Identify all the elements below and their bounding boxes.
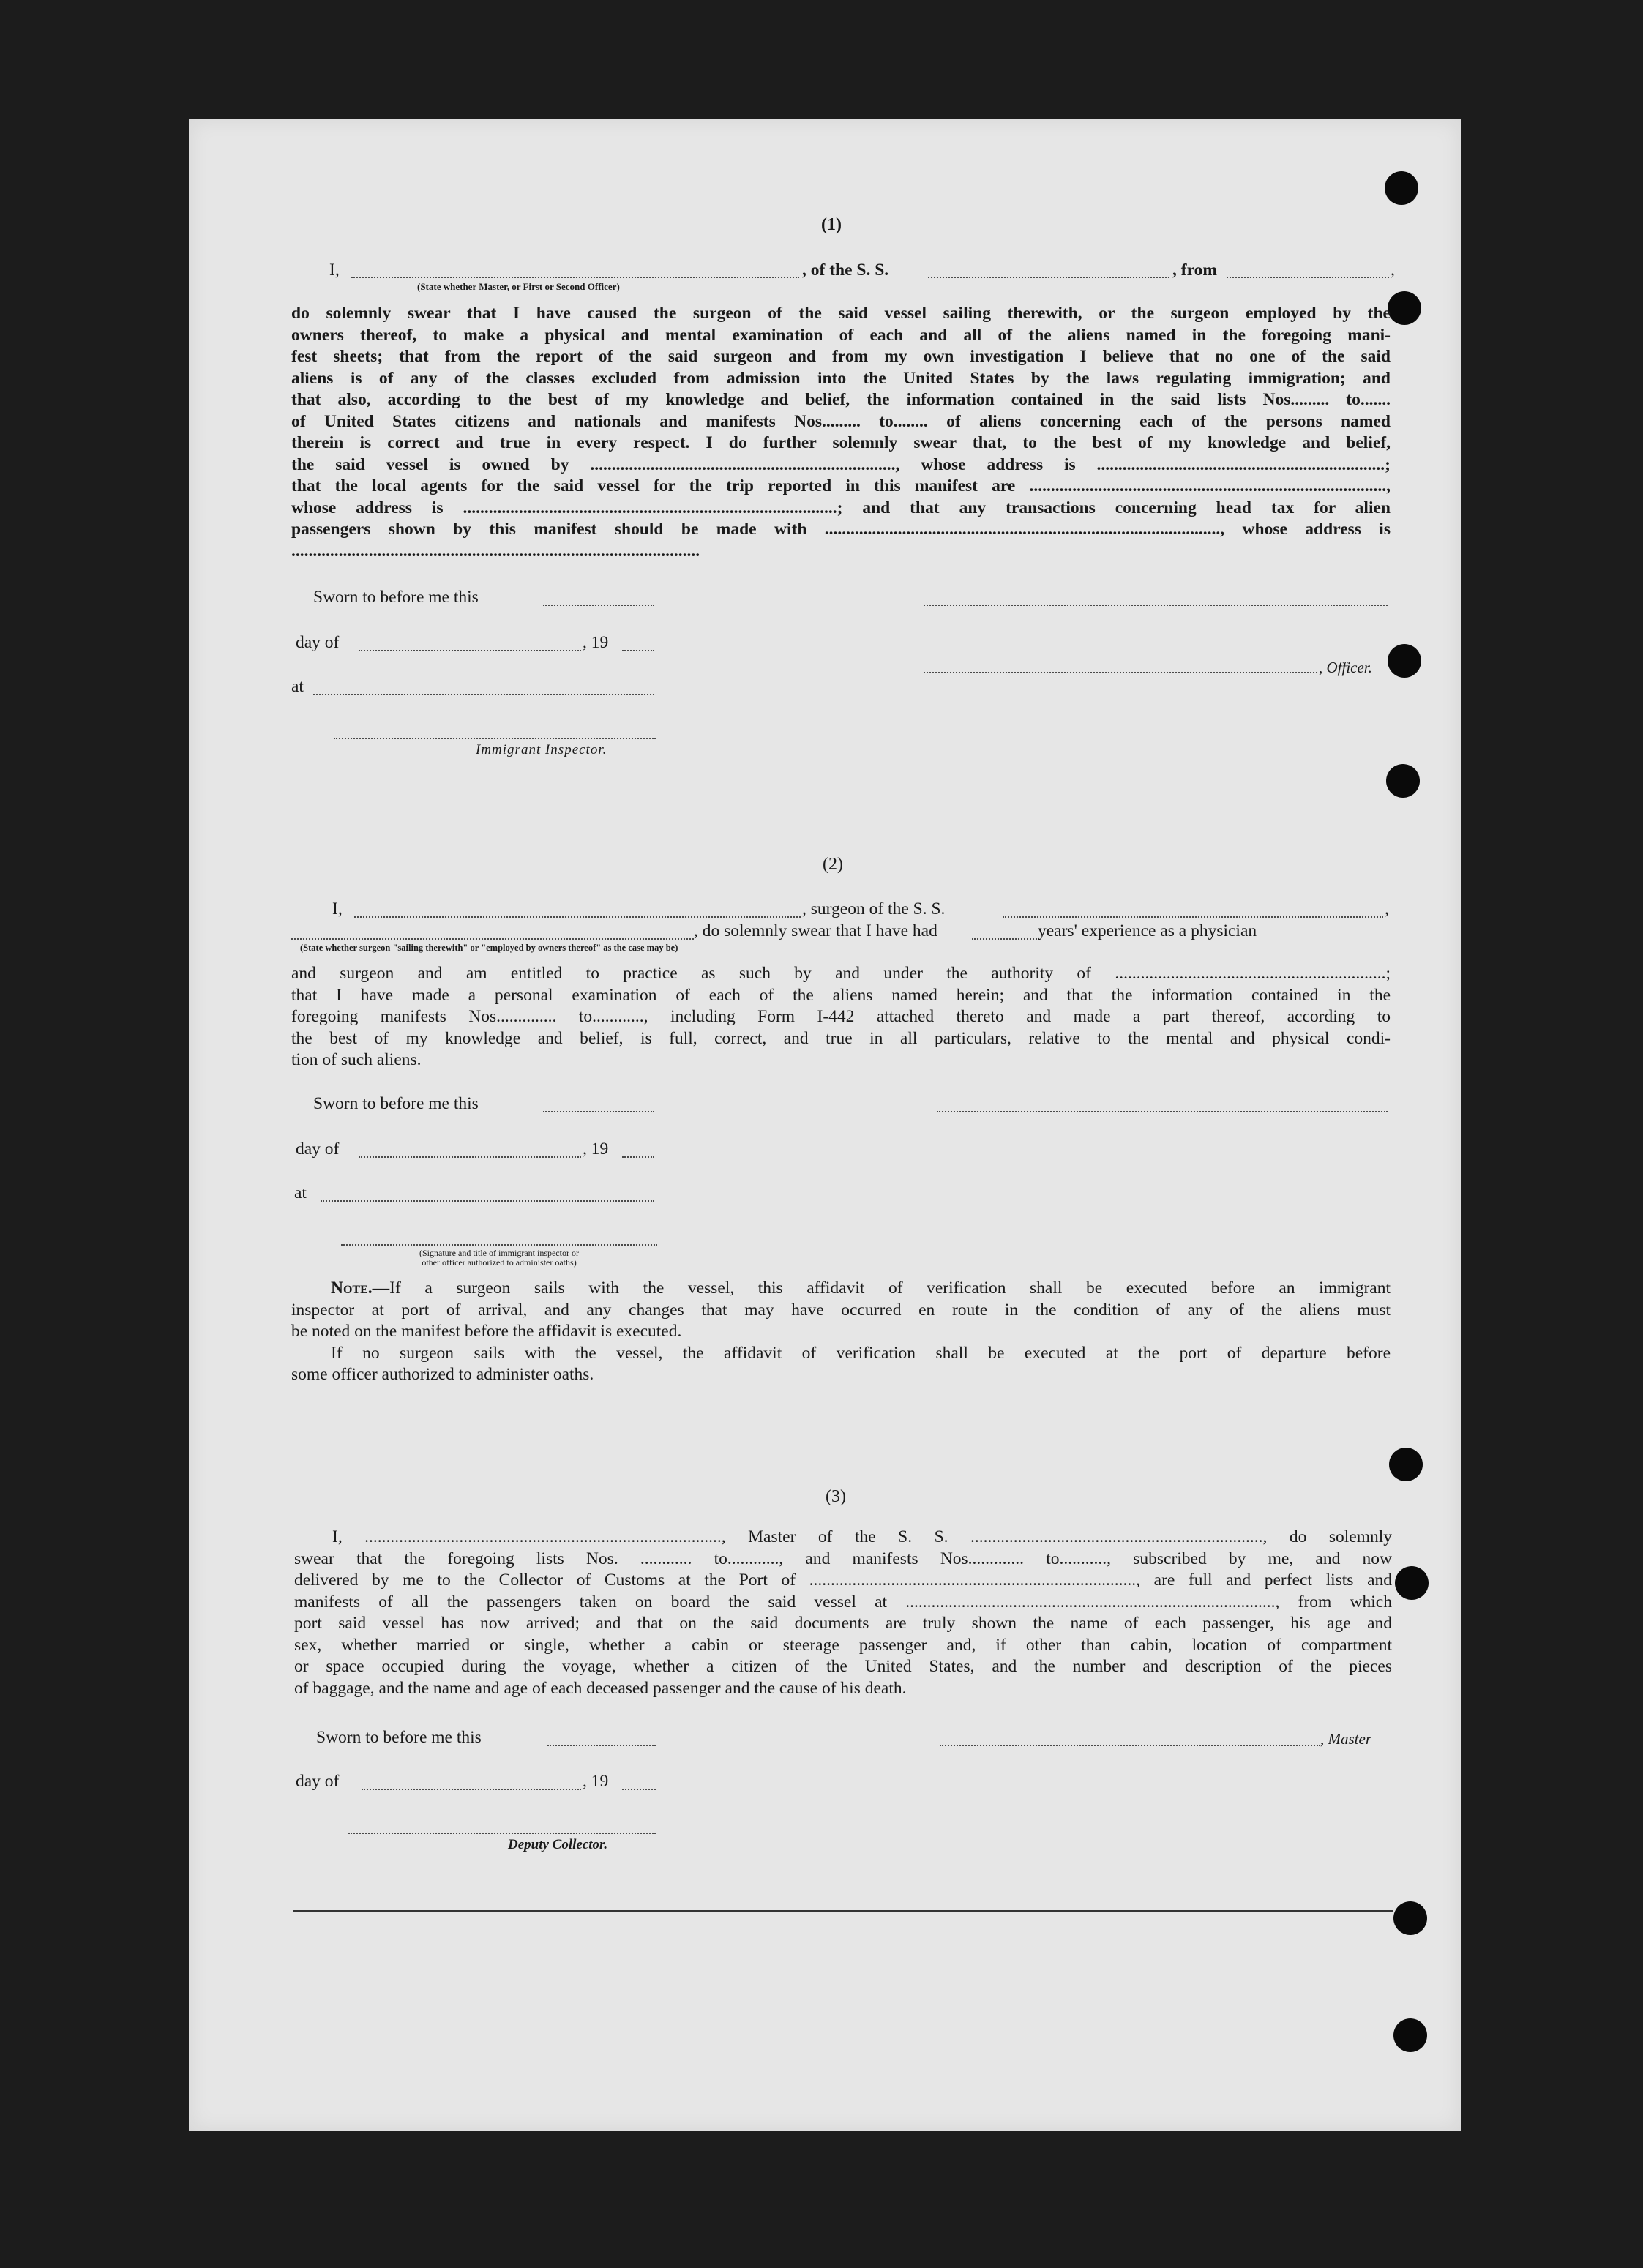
sworn-label: Sworn to before me this bbox=[313, 1094, 479, 1113]
day-of-label: day of bbox=[296, 633, 340, 652]
punch-hole bbox=[1389, 1448, 1423, 1481]
day-of-label: day of bbox=[296, 1772, 340, 1791]
day-of-label: day of bbox=[296, 1139, 340, 1159]
years-experience-label: years' experience as a physician bbox=[1038, 921, 1257, 940]
section-3-body: I, ..................................................................................., Master of the S. S. ...................................................................., do solemnly swear that the foregoing lists Nos. ............ to............, and manifests Nos............. to..........., subscribed by me, and now delivered by me to the Collector of Customs at the Port of ............................................................................, are full and perfect lists and manifests of all the passengers taken on board the said vessel at ......................................................................................, from which port said vessel has now arrived; and that on the said documents are truly shown the name of each passenger, his age and sex, whether married or single, whether a cabin or steerage passenger and, if other than cabin, location of compartment or space occupied during the voyage, whether a citizen of the United States, and the number and description of the pieces of baggage, and the name and age of each deceased passenger and the cause of his death. bbox=[294, 1527, 1392, 1698]
surgeon-name-field[interactable] bbox=[354, 916, 801, 918]
sworn-date-field[interactable] bbox=[543, 1111, 654, 1112]
place-field[interactable] bbox=[321, 1200, 654, 1202]
sworn-label: Sworn to before me this bbox=[313, 588, 479, 607]
pronoun-label: I, bbox=[329, 261, 340, 280]
section-2-number: (2) bbox=[823, 855, 843, 874]
sworn-date-field[interactable] bbox=[543, 605, 654, 606]
comma: , bbox=[1391, 261, 1395, 280]
at-label: at bbox=[294, 1183, 307, 1202]
form-page bbox=[189, 119, 1461, 2131]
master-label: , Master bbox=[1320, 1730, 1371, 1748]
note-paragraph: Note.—If a surgeon sails with the vessel, this affidavit of verification shall be executed before an immigrant inspector at port of arrival, and any changes that may have occurred en route in the condition of any of the aliens must be noted on the manifest before the affidavit is executed. If no surgeon sails with the vessel, the affidavit of verification shall be executed at the port of departure before some officer authorized to administer oaths. bbox=[291, 1279, 1391, 1384]
vessel-name-field[interactable] bbox=[928, 277, 1169, 278]
month-field[interactable] bbox=[362, 1789, 581, 1790]
section-1-line-1 bbox=[329, 260, 340, 282]
bottom-rule bbox=[293, 1910, 1393, 1912]
from-port-field[interactable] bbox=[1227, 277, 1389, 278]
surgeon-of-ss-label: , surgeon of the S. S. bbox=[802, 899, 946, 918]
punch-hole bbox=[1393, 2018, 1427, 2052]
officer-signature-line-1[interactable] bbox=[924, 605, 1388, 606]
section-2-body: and surgeon and am entitled to practice as such by and under the authority of ...............................................................; that I have made a personal examination of each of the aliens named herein; and that the information contained in the foregoing manifests Nos.............. to............, including Form I-442 attached thereto and made a part thereof, according to the best of my knowledge and belief, is full, correct, and true in all particulars, relative to the mental and physical condi- tion of such aliens. bbox=[291, 964, 1391, 1069]
officer-signature-line-2[interactable] bbox=[924, 672, 1317, 673]
punch-hole bbox=[1386, 764, 1420, 798]
immigrant-inspector-label: Immigrant Inspector. bbox=[476, 742, 607, 757]
punch-hole bbox=[1388, 644, 1421, 678]
sworn-date-field[interactable] bbox=[547, 1745, 656, 1746]
year-label: , 19 bbox=[583, 633, 609, 652]
punch-hole bbox=[1385, 171, 1418, 205]
year-label: , 19 bbox=[583, 1772, 609, 1791]
punch-hole bbox=[1395, 1566, 1429, 1600]
vessel-name-field[interactable] bbox=[1003, 916, 1383, 918]
officer-label: , Officer. bbox=[1319, 659, 1372, 676]
year-field[interactable] bbox=[622, 1789, 656, 1790]
section-1-body: do solemnly swear that I have caused the surgeon of the said vessel sailing therewith, or the surgeon employed by the owners thereof, to make a physical and mental examination of each and all of the aliens named in the foregoing mani- fest sheets; that from the report of the said surgeon and from my own investigation I believe that no one of the said aliens is of any of the classes excluded from admission into the United States by the laws regulating immigration; and that also, according to the best of my knowledge and belief, the information contained in the said lists Nos......... to....... of United States citizens and nationals and manifests Nos......... to........ of aliens concerning each of the persons named therein is correct and true in every respect. I do further solemnly swear that, to the best of my knowledge and belief, the said vessel is owned by ......................................................................., whose address is ...................................................................; that the local agents for the said vessel for the trip reported in this manifest are ..................................................................................., whose address is .......................................................................................; and that any transactions concerning head tax for alien passengers shown by this manifest should be made with ............................................................................................, whose address is ............................................................................................... bbox=[291, 304, 1391, 561]
year-label: , 19 bbox=[583, 1139, 609, 1159]
officer-rank-hint: (State whether Master, or First or Second Officer) bbox=[417, 281, 620, 292]
comma: , bbox=[1385, 899, 1389, 918]
year-field[interactable] bbox=[622, 650, 654, 651]
note-label: Note. bbox=[331, 1279, 373, 1298]
of-ss-label: , of the S. S. bbox=[802, 261, 889, 280]
year-field[interactable] bbox=[622, 1156, 654, 1158]
signature-title-hint: (Signature and title of immigrant inspector or other officer authorized to administer oaths) bbox=[419, 1248, 579, 1268]
officer-rank-field[interactable] bbox=[351, 277, 799, 278]
punch-hole bbox=[1388, 291, 1421, 325]
collector-signature-line[interactable] bbox=[348, 1833, 656, 1834]
month-field[interactable] bbox=[359, 650, 581, 651]
master-signature-line[interactable] bbox=[940, 1745, 1320, 1746]
pronoun-label: I, bbox=[332, 899, 343, 918]
years-field[interactable] bbox=[972, 938, 1039, 940]
inspector-signature-line[interactable] bbox=[334, 738, 656, 739]
surgeon-signature-line[interactable] bbox=[937, 1111, 1388, 1112]
section-1-number: (1) bbox=[821, 215, 842, 234]
sailing-status-field[interactable] bbox=[291, 938, 694, 940]
from-label: , from bbox=[1172, 261, 1217, 280]
punch-hole bbox=[1393, 1901, 1427, 1935]
month-field[interactable] bbox=[359, 1156, 581, 1158]
inspector-signature-line[interactable] bbox=[341, 1244, 657, 1246]
at-label: at bbox=[291, 677, 304, 696]
section-3-number: (3) bbox=[826, 1487, 846, 1506]
sailing-status-hint: (State whether surgeon "sailing therewith" or "employed by owners thereof" as the case may be) bbox=[300, 943, 678, 953]
deputy-collector-label: Deputy Collector. bbox=[508, 1837, 608, 1852]
swear-label: , do solemnly swear that I have had bbox=[694, 921, 937, 940]
place-field[interactable] bbox=[313, 694, 654, 695]
sworn-label: Sworn to before me this bbox=[316, 1728, 482, 1747]
